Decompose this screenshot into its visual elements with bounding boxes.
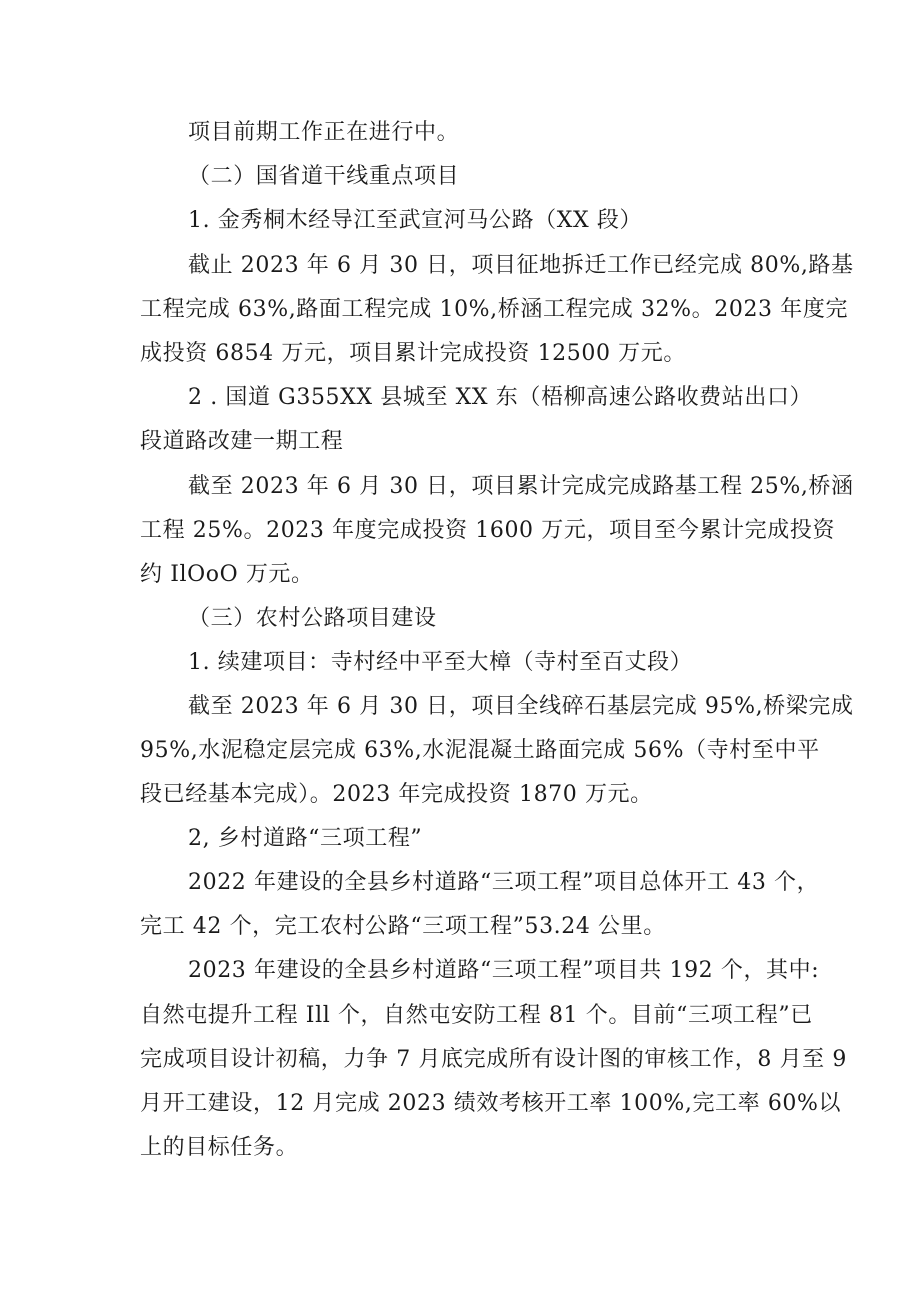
section-heading-3: （三）农村公路项目建设 bbox=[188, 606, 437, 631]
paragraph-line: 2023 年建设的全县乡村道路“三项工程”项目共 192 个，其中: bbox=[188, 958, 820, 983]
subheading-1: 1. 金秀桐木经导江至武宣河马公路（XX 段） bbox=[188, 208, 643, 233]
paragraph-line: 95%,水泥稳定层完成 63%,水泥混凝土路面完成 56%（寺村至中平 bbox=[140, 738, 820, 763]
paragraph-line: 截至 2023 年 6 月 30 日，项目全线碎石基层完成 95%,桥梁完成 bbox=[188, 694, 854, 719]
paragraph-line: 段已经基本完成）。2023 年完成投资 1870 万元。 bbox=[140, 782, 653, 807]
section-heading-2: （二）国省道干线重点项目 bbox=[188, 164, 460, 189]
paragraph-line: 项目前期工作正在进行中。 bbox=[188, 120, 460, 145]
paragraph-line: 工程完成 63%,路面工程完成 10%,桥涵工程完成 32%。2023 年度完 bbox=[140, 297, 849, 322]
subheading-1: 1. 续建项目：寺村经中平至大樟（寺村至百丈段） bbox=[188, 650, 693, 675]
paragraph-line: 截止 2023 年 6 月 30 日，项目征地拆迁工作已经完成 80%,路基 bbox=[188, 253, 854, 278]
paragraph-line: 完成项目设计初稿，力争 7 月底完成所有设计图的审核工作，8 月至 9 bbox=[140, 1047, 847, 1072]
paragraph-line: 截至 2023 年 6 月 30 日，项目累计完成完成路基工程 25%,桥涵 bbox=[188, 474, 854, 499]
paragraph-line: 成投资 6854 万元，项目累计完成投资 12500 万元。 bbox=[140, 341, 686, 366]
paragraph-line: 约 IlOoO 万元。 bbox=[140, 562, 314, 587]
paragraph-line: 月开工建设，12 月完成 2023 绩效考核开工率 100%,完工率 60%以 bbox=[140, 1091, 842, 1116]
paragraph-line: 自然屯提升工程 Ill 个，自然屯安防工程 81 个。目前“三项工程”已 bbox=[140, 1003, 813, 1028]
subheading-2: 2, 乡村道路“三项工程” bbox=[188, 826, 423, 851]
paragraph-line: 工程 25%。2023 年度完成投资 1600 万元，项目至今累计完成投资 bbox=[140, 518, 836, 543]
paragraph-line: 2022 年建设的全县乡村道路“三项工程”项目总体开工 43 个， bbox=[188, 870, 820, 895]
subheading-2-continued: 段道路改建一期工程 bbox=[140, 429, 344, 454]
paragraph-line: 上的目标任务。 bbox=[140, 1135, 299, 1160]
paragraph-line: 完工 42 个，完工农村公路“三项工程”53.24 公里。 bbox=[140, 914, 666, 939]
subheading-2: 2 . 国道 G355XX 县城至 XX 东（梧柳高速公路收费站出口） bbox=[188, 385, 813, 410]
